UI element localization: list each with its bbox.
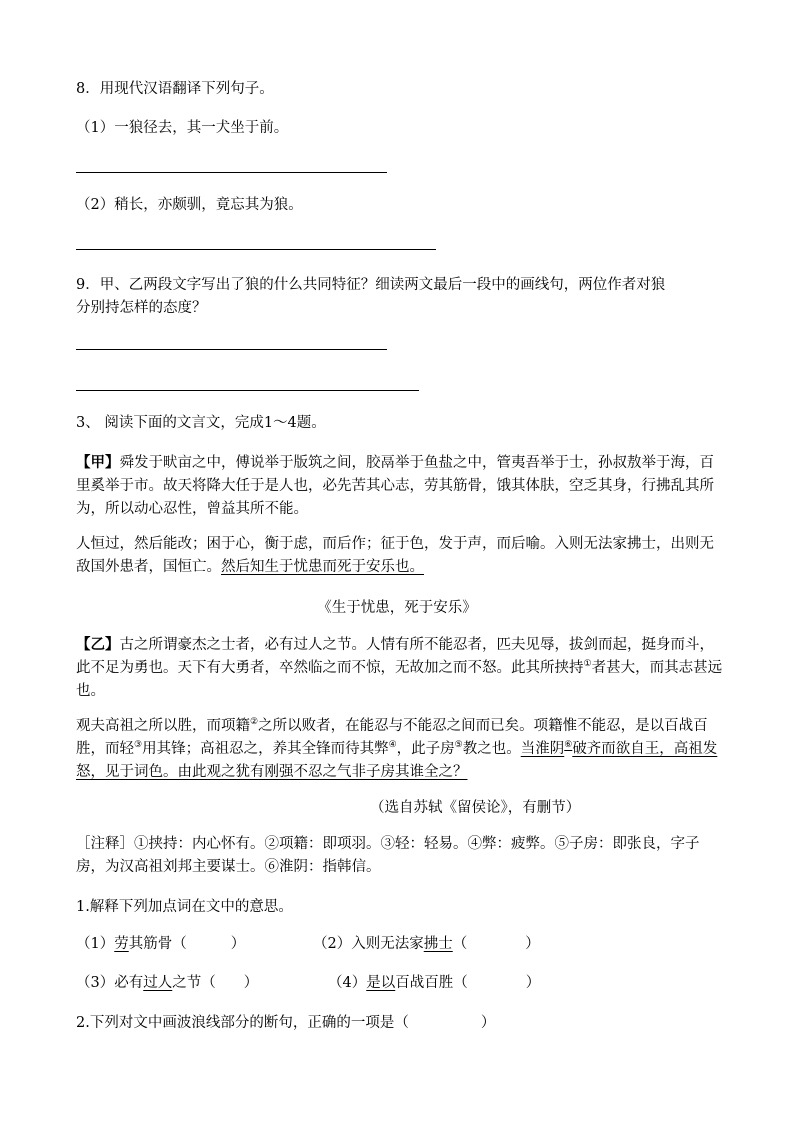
q1-item-1-suffix: 其筋骨（: [128, 936, 187, 952]
passage-jia-source: 《生于忧患，死于安乐》: [317, 600, 477, 616]
answer-line-q8-2: [76, 249, 436, 250]
q1-item-3-prefix: （3）必有: [76, 975, 144, 991]
passage-yi-tag: 【乙】: [76, 636, 120, 653]
passage-yi-text-1b: 者甚大，而其志甚远也。: [76, 660, 723, 699]
q1-item-3-close: ）: [243, 975, 259, 991]
passage-yi-text-2d: ，此子房: [396, 741, 455, 757]
q1-item-2-prefix: （2）入则无法家: [313, 936, 424, 952]
answer-line-q9-2: [76, 390, 419, 391]
passage-yi-wavy-2: 破齐而欲自王，高祖发怒，见于词色。由此观之犹有刚强不忍之气非子房其谁全之？: [76, 741, 718, 780]
q8-sentence-2: （2）稍长，亦颇驯，竟忘其为狼。: [76, 197, 303, 213]
q2-title-close: ）: [480, 1015, 496, 1031]
passage-yi-paragraph-1: [76, 633, 726, 703]
passage-yi-source: （选自苏轼《留侯论》，有删节）: [370, 800, 581, 816]
q1-item-4-suffix: 百战百胜（: [395, 975, 468, 991]
passage-yi-text-2c: 用其锋；高祖忍之，养其全锋而待其弊: [142, 741, 389, 757]
passage-yi-text-1a: 古之所谓豪杰之士者，必有过人之节。人情有所不能忍者，匹夫见辱，拔剑而起，挺身而斗，此不足为勇也。天下有大勇者，卒然临之而不惊，无故加之而不怒。此其所挟持: [76, 637, 714, 676]
q1-item-1-prefix: （1）: [76, 936, 115, 952]
q9-line-2: 分别持怎样的态度？: [76, 300, 207, 316]
q1-title: 1.解释下列加点词在文中的意思。: [76, 899, 293, 915]
q1-item-1: [76, 933, 245, 955]
passage-jia-text-1: 舜发于畎亩之中，傅说举于版筑之间，胶鬲举于鱼盐之中，管夷吾举于士，孙叔敖举于海，百里奚举于市。故天将降大任于是人也，必先苦其心志，劳其筋骨，饿其体肤，空乏其身，行拂乱其所为，所以动心忍性，曾益其所不能。: [76, 455, 714, 517]
note-ref-3: ③: [134, 740, 143, 751]
answer-line-q8-1: [76, 172, 387, 173]
q8-title: 8．用现代汉语翻译下列句子。: [76, 81, 274, 97]
q1-item-2-word: 拂士: [423, 936, 453, 952]
q1-item-3-word: 过人: [143, 975, 173, 991]
q1-item-2-suffix: （: [452, 936, 468, 952]
note-ref-2: ②: [250, 717, 259, 728]
q1-item-4-close: ）: [525, 975, 541, 991]
passage-yi-paragraph-2: [76, 715, 726, 784]
q1-item-3-suffix: 之节（: [172, 975, 216, 991]
q1-item-1-word: 劳: [114, 936, 129, 952]
q9-line-1: 9．甲、乙两段文字写出了狼的什么共同特征？细读两文最后一段中的画线句，两位作者对狼: [76, 277, 666, 293]
note-ref-6: ⑥: [564, 740, 573, 751]
passage-jia-paragraph-1: [76, 451, 726, 521]
notes: ［注释］①挟持：内心怀有。②项籍：即项羽。③轻：轻易。④弊：疲弊。⑤子房：即张良，字子房，为汉高祖刘邦主要谋士。⑥淮阴：指韩信。: [76, 836, 700, 875]
q1-item-2-close: ）: [525, 936, 540, 952]
section3-intro: 3、 阅读下面的文言文，完成1～4题。: [76, 415, 326, 431]
q1-item-4-word: 是以: [366, 975, 396, 991]
q1-item-4: [328, 972, 540, 994]
note-ref-1: ①: [583, 659, 592, 670]
q2-title: [76, 1012, 495, 1034]
passage-yi-wavy-1: 当淮阴: [520, 741, 565, 757]
q1-item-4-prefix: （4）: [328, 975, 367, 991]
passage-jia-paragraph-2: [76, 533, 726, 579]
q1-item-1-close: ）: [230, 936, 246, 952]
passage-yi-text-2e: 教之也。: [462, 741, 521, 757]
passage-jia-tag: 【甲】: [76, 454, 120, 471]
passage-yi-text-2b: 之所以败者，在能忍与不能忍之间而已矣。项籍惟不能忍，是以百战百胜，而轻: [76, 718, 708, 757]
q2-title-text: 2.下列对文中画波浪线部分的断句，正确的一项是（: [76, 1015, 409, 1031]
q1-item-3: [76, 972, 258, 994]
passage-jia-text-2: 人恒过，然后能改；困于心，衡于虑，而后作；征于色，发于声，而后喻。入则无法家拂士，出则无敌国外患者，国恒亡。: [76, 536, 714, 575]
note-ref-5: ⑤: [454, 740, 463, 751]
passage-jia-underlined: 然后知生于忧患而死于安乐也。: [221, 559, 424, 575]
answer-line-q9-1: [76, 349, 387, 350]
note-ref-4: ④: [388, 740, 397, 751]
q1-item-2: [313, 933, 540, 955]
passage-yi-text-2a: 观夫高祖之所以胜，而项籍: [76, 718, 250, 734]
q8-sentence-1: （1）一狼径去，其一犬坐于前。: [76, 120, 289, 136]
